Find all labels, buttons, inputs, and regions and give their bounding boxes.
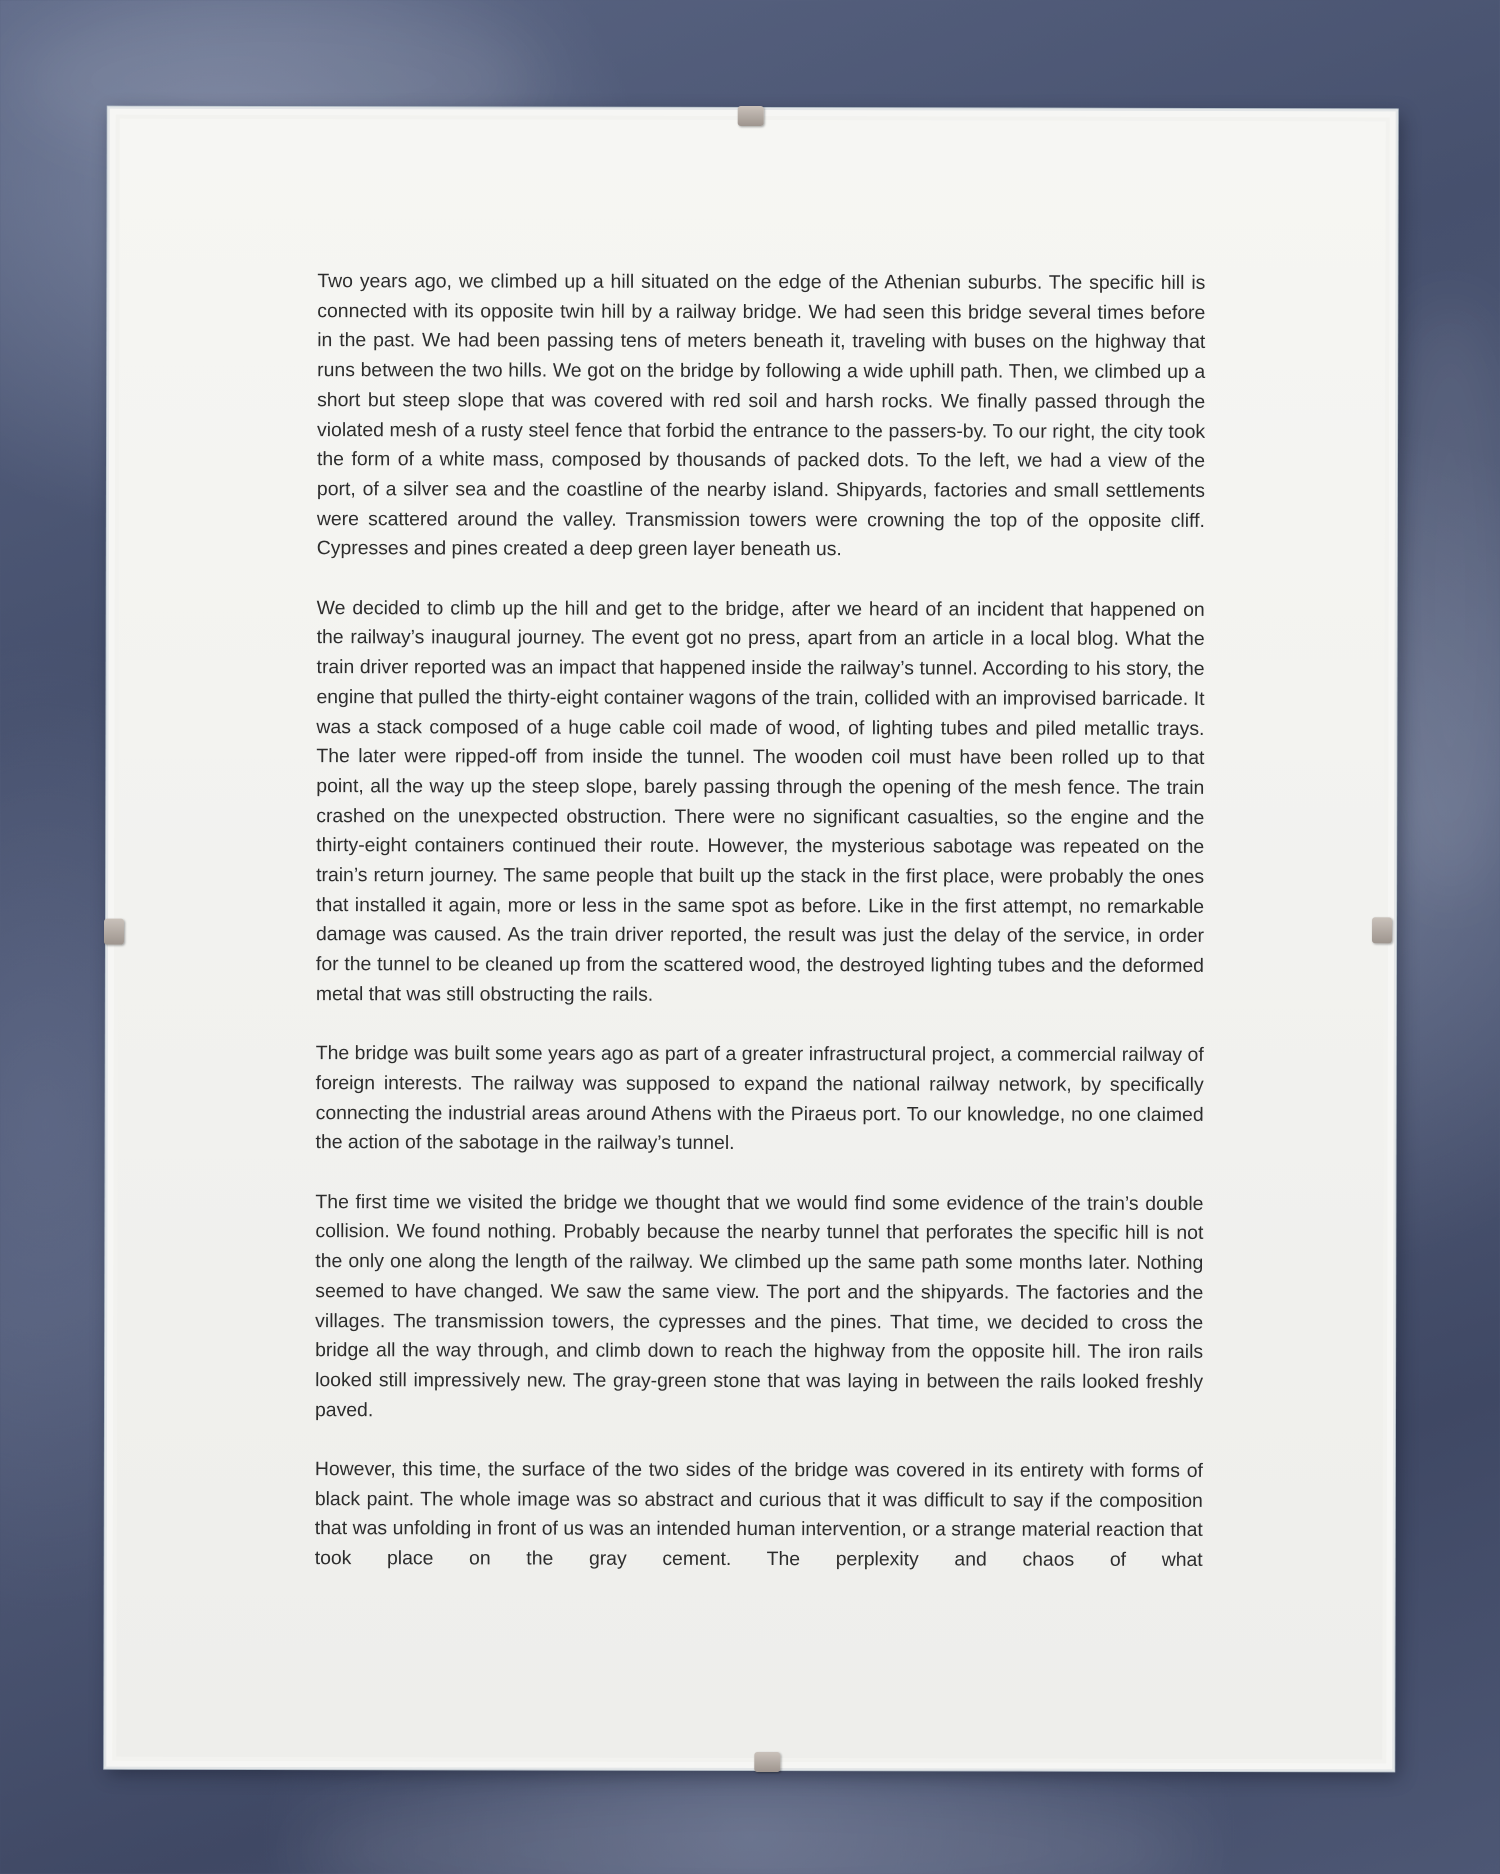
paragraph-1: Two years ago, we climbed up a hill situated on the edge of the Athenian suburbs. The specific hill is connected with its opposite twin hill by a railway bridge. We had seen this bridge several times before in the past. We had been passing tens of meters beneath it, traveling with buses on the highway that runs between the two hills. We got on the bridge by following a wide uphill path. Then, we climbed up a short but steep slope that was covered with red soil and harsh rocks. We finally passed through the violated mesh of a rusty steel fence that forbid the entrance to the passers-by. To our right, the city took the form of a white mass, composed by thousands of packed dots. To the left, we had a view of the port, of a silver sea and the coastline of the nearby island. Shipyards, factories and small settlements were scattered around the valley. Transmission towers were crowning the top of the opposite cliff. Cypresses and pines created a deep green layer beneath us. — [316, 270, 1206, 561]
printed-page — [116, 119, 1385, 1760]
paragraph-4: The first time we visited the bridge we thought that we would find some evidence of the train’s double collision. We found nothing. Probably because the nearby tunnel that perforates the specific hill is not the only one along the length of the railway. We climbed up the same path some months later. Nothing seemed to have changed. We saw the same view. The port and the shipyards. The factories and the villages. The transmission towers, the cypresses and the pines. That time, we decided to cross the bridge all the way through, and climb down to reach the highway from the opposite hill. The iron rails looked still impressively new. The gray-green stone that was laying in between the rails looked freshly paved. — [314, 1190, 1204, 1421]
paragraph-5: However, this time, the surface of the two sides of the bridge was covered in its entirety with forms of black paint. The whole image was so abstract and curious that it was difficult to say if the composition that was unfolding in front of us was an intended human intervention, or a strange material reaction that took place on the gray cement. The perplexity and chaos of what — [314, 1458, 1203, 1572]
frame-clip-right — [1372, 917, 1392, 943]
glass-clip-frame — [104, 107, 1397, 1772]
frame-clip-top — [738, 106, 764, 126]
body-text — [315, 267, 1206, 1605]
fabric-highlight-bottom — [300, 1790, 1200, 1874]
paragraph-2: We decided to climb up the hill and get to the bridge, after we heard of an incident that happened on the railway’s inaugural journey. The event got no press, apart from an article in a local blog. What the train driver reported was an impact that happened inside the railway’s tunnel. According to his story, the engine that pulled the thirty-eight container wagons of the train, collided with an improvised barricade. It was a stack composed of a huge cable coil made of wood, of lighting tubes and piled metallic trays. The later were ripped-off from inside the tunnel. The wooden coil must have been rolled up to that point, all the way up the steep slope, barely passing through the opening of the mesh fence. The train crashed on the unexpected obstruction. There were no significant casualties, so the engine and the thirty-eight containers continued their route. However, the mysterious sabotage was repeated on the train’s return journey. The same people that built up the stack in the first place, were probably the ones that installed it again, more or less in the same spot as before. Like in the first attempt, no remarkable damage was caused. As the train driver reported, the result was just the delay of the service, in order for the tunnel to be cleaned up from the scattered wood, the destroyed lighting tubes and the deformed metal that was still obstructing the rails. — [315, 596, 1205, 1006]
fabric-highlight-right — [1380, 300, 1500, 900]
paragraph-3: The bridge was built some years ago as part of a greater infrastructural project, a commercial railway of foreign interests. The railway was supposed to expand the national railway network, by specifically connecting the industrial areas around Athens with the Piraeus port. To our knowledge, no one claimed the action of the sabotage in the railway’s tunnel. — [315, 1042, 1204, 1155]
frame-clip-left — [104, 919, 124, 945]
frame-clip-bottom — [754, 1752, 780, 1772]
